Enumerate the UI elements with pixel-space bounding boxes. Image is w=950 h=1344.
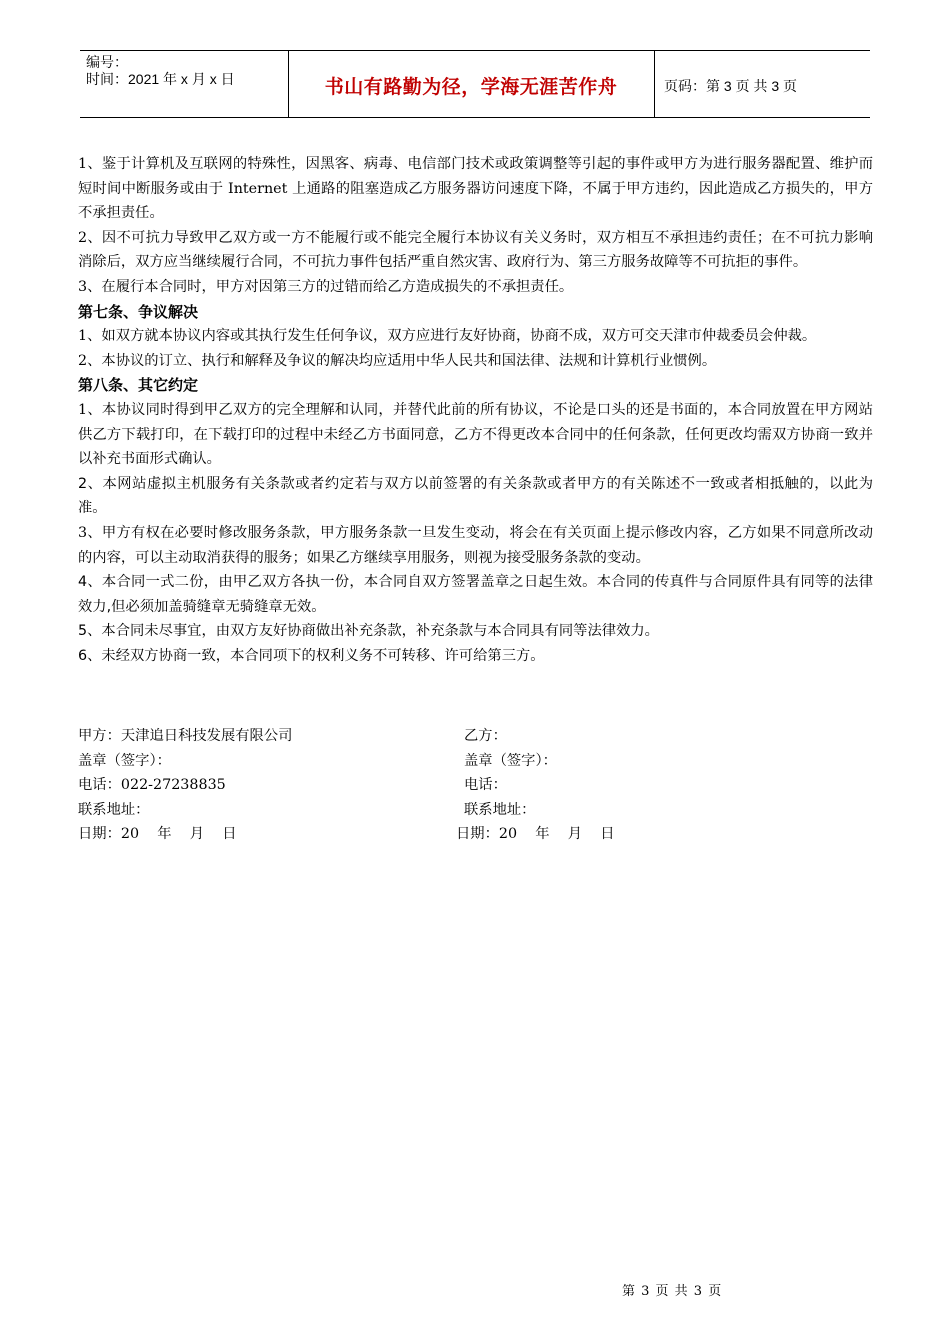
party-a-seal: 盖章（签字）：: [78, 752, 171, 769]
clause-paragraph: 6、未经双方协商一致，本合同项下的权利义务不可转移、许可给第三方。: [78, 647, 545, 664]
section-heading: 第八条、其它约定: [78, 376, 199, 395]
clause-paragraph: 3、甲方有权在必要时修改服务条款，甲方服务条款一旦发生变动，将会在有关页面上提示修改内容，乙方如果不同意所改动的内容，可以主动取消获得的服务；如果乙方继续享用服务，则视为接受服务条款的变动。: [78, 524, 873, 566]
clause-paragraph: 1、本协议同时得到甲乙双方的完全理解和认同，并替代此前的所有协议，不论是口头的还是书面的，本合同放置在甲方网站供乙方下载打印，在下载打印的过程中未经乙方书面同意，乙方不得更改本合同中的任何条款，任何更改均需双方协商一致并以补充书面形式确认。: [78, 401, 873, 468]
header-page-code: 页码：第 3 页 共 3 页: [664, 78, 798, 94]
page-footer: 第 3 页 共 3 页: [622, 1284, 723, 1299]
party-b-seal: 盖章（签字）：: [464, 752, 557, 769]
clause-paragraph: 3、在履行本合同时，甲方对因第三方的过错而给乙方造成损失的不承担责任。: [78, 278, 574, 295]
clause-paragraph: 2、本网站虚拟主机服务有关条款或者约定若与双方以前签署的有关条款或者甲方的有关陈述不一致或者相抵触的，以此为准。: [78, 475, 873, 517]
signature-block: [78, 724, 873, 847]
time-line: 时间：2021 年 x 月 x 日: [86, 71, 235, 87]
party-b-address: 联系地址：: [464, 801, 536, 818]
party-a-phone: 电话：022-27238835: [78, 777, 226, 794]
page-header: [80, 50, 870, 118]
document-body: [78, 152, 873, 668]
clause-paragraph: 1、鉴于计算机及互联网的特殊性，因黑客、病毒、电信部门技术或政策调整等引起的事件或甲方为进行服务器配置、维护而短时间中断服务或由于 Internet 上通路的阻塞造成乙方服务器访问速度下降，不属于甲方违约，因此造成乙方损失的，甲方不承担责任。: [78, 156, 873, 222]
clause-paragraph: 4、本合同一式二份，由甲乙双方各执一份，本合同自双方签署盖章之日起生效。本合同的传真件与合同原件具有同等的法律效力,但必须加盖骑缝章无骑缝章无效。: [78, 574, 873, 615]
header-motto: 书山有路勤为径，学海无涯苦作舟: [324, 76, 618, 98]
header-divider: [654, 50, 655, 118]
serial-number-label: 编号：: [86, 54, 128, 70]
clause-paragraph: 2、本协议的订立、执行和解释及争议的解决均应适用中华人民共和国法律、法规和计算机行业惯例。: [78, 352, 717, 369]
party-b-phone: 电话：: [464, 777, 507, 794]
clause-paragraph: 2、因不可抗力导致甲乙双方或一方不能履行或不能完全履行本协议有关义务时，双方相互不承担违约责任；在不可抗力影响消除后，双方应当继续履行合同，不可抗力事件包括严重自然灾害、政府行为、第三方服务故障等不可抗拒的事件。: [78, 229, 873, 271]
party-b-date: 日期：20 年 月 日: [456, 826, 615, 843]
clause-paragraph: 5、本合同未尽事宜，由双方友好协商做出补充条款，补充条款与本合同具有同等法律效力。: [78, 623, 659, 640]
section-heading: 第七条、争议解决: [78, 302, 199, 321]
party-b-name: 乙方：: [464, 728, 507, 744]
header-top-rule: [80, 50, 870, 51]
header-meta: [86, 54, 235, 88]
clause-paragraph: 1、如双方就本协议内容或其执行发生任何争议，双方应进行友好协商，协商不成，双方可交天津市仲裁委员会仲裁。: [78, 328, 817, 345]
party-a-address: 联系地址：: [78, 801, 150, 818]
header-bottom-rule: [80, 117, 870, 118]
party-a-name: 甲方：天津追日科技发展有限公司: [78, 728, 293, 744]
party-a-date: 日期：20 年 月 日: [78, 826, 237, 843]
